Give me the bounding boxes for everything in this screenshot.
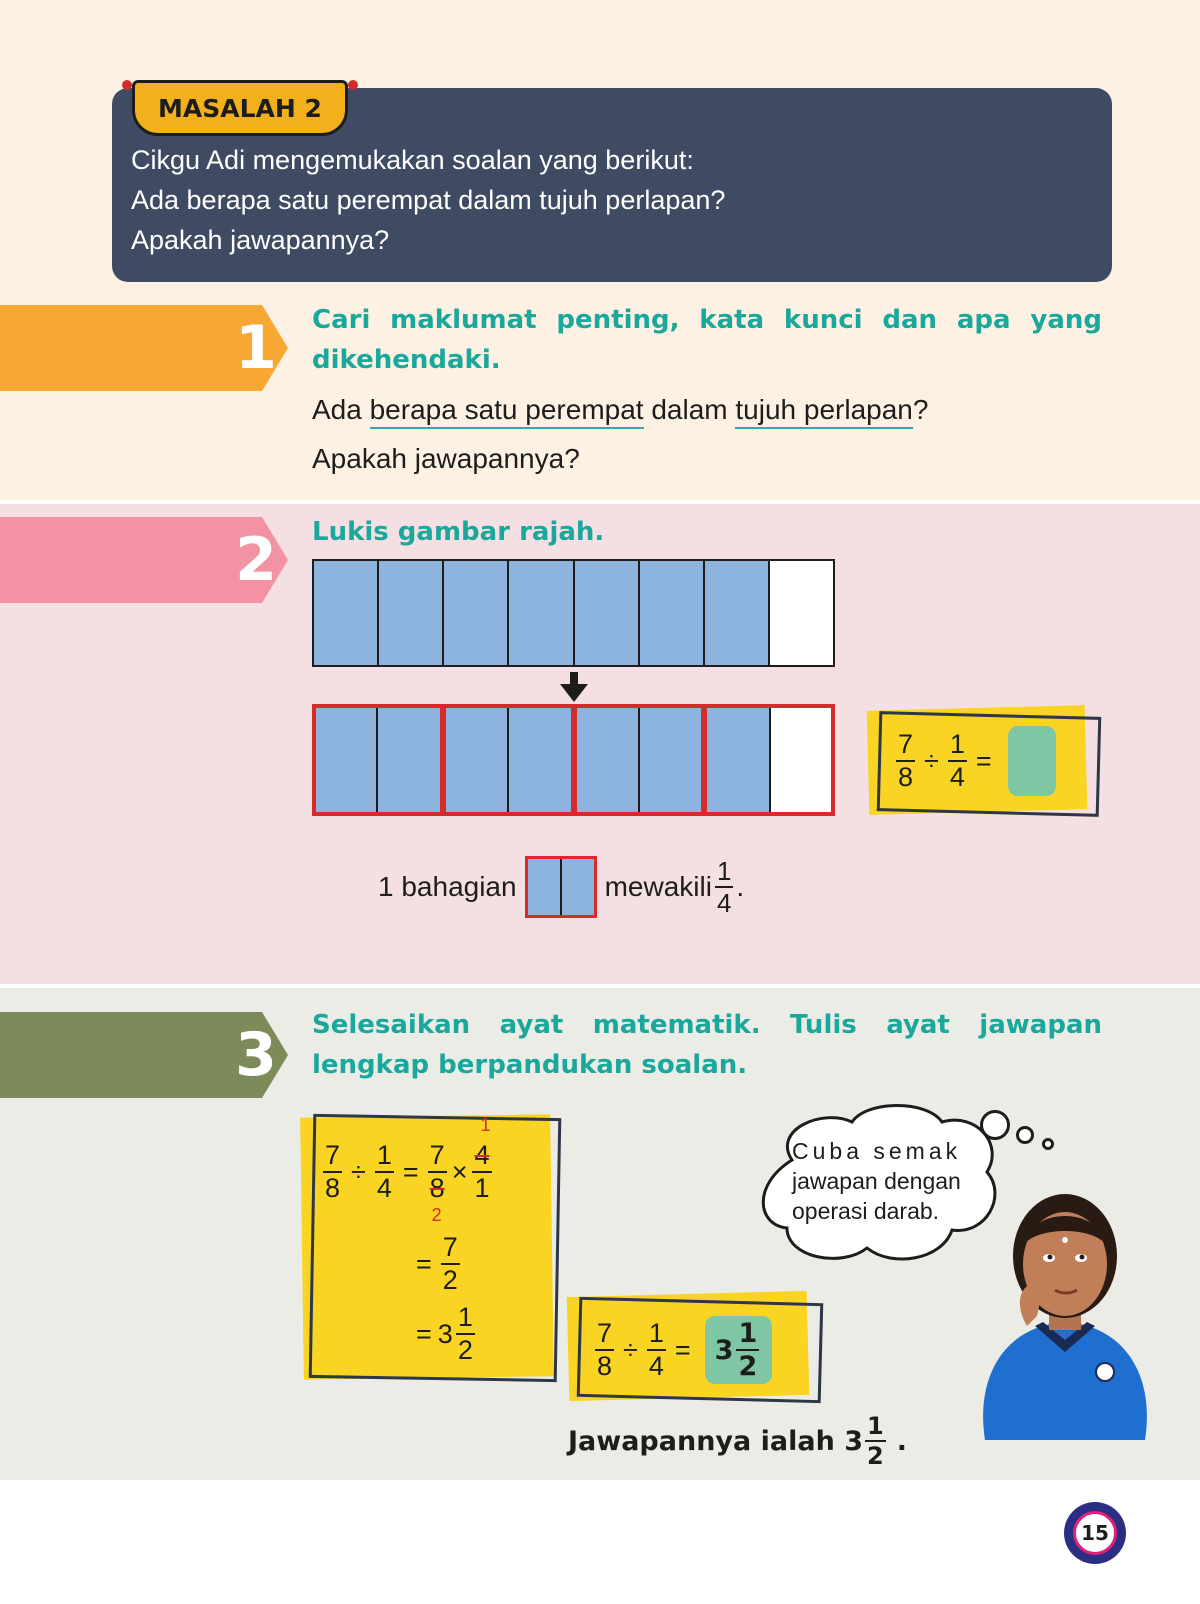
eighths-bar bbox=[312, 559, 835, 667]
answer-sentence bbox=[568, 1414, 907, 1468]
answer-slot bbox=[1008, 726, 1056, 796]
keyword-underline-1: berapa satu perempat bbox=[370, 394, 644, 429]
equals-sign: = bbox=[416, 1318, 432, 1349]
thought-line: Cuba semak bbox=[792, 1138, 962, 1164]
step-2-heading: Lukis gambar rajah. bbox=[312, 517, 605, 547]
legend-prefix: 1 bahagian bbox=[378, 871, 517, 902]
problem-line: Apakah jawapannya? bbox=[131, 225, 390, 255]
bar-cell-shaded bbox=[705, 561, 770, 665]
division-equation bbox=[893, 726, 1056, 796]
bar-cell-shaded bbox=[444, 561, 509, 665]
tab-dot-right bbox=[348, 80, 358, 90]
step-3-banner bbox=[0, 1012, 290, 1098]
step-3-heading: Selesaikan ayat matematik. Tulis ayat jawapan lengkap berpandukan soalan. bbox=[312, 1010, 1102, 1080]
bar-cell-shaded bbox=[379, 561, 444, 665]
tab-dot-left bbox=[122, 80, 132, 90]
bar-cell-shaded bbox=[509, 561, 574, 665]
thought-bubble bbox=[1042, 1138, 1054, 1150]
step-3-number: 3 bbox=[235, 1020, 277, 1090]
quarter-group bbox=[573, 704, 705, 816]
fraction: $\frac{1}{4}$ bbox=[949, 729, 965, 792]
fraction: $\frac{1}{4}$ bbox=[716, 856, 732, 918]
fraction: $\frac{7}{8}$ bbox=[325, 1140, 341, 1203]
thought-text bbox=[792, 1136, 982, 1226]
fraction: $\frac{7}{2}$ bbox=[442, 1232, 458, 1295]
working-line-2 bbox=[410, 1234, 463, 1294]
divide-sign: ÷ bbox=[924, 745, 939, 776]
period: . bbox=[736, 871, 745, 902]
step-2-number: 2 bbox=[235, 525, 277, 595]
thought-line: operasi darab. bbox=[792, 1198, 940, 1224]
legend-line bbox=[378, 856, 744, 918]
question-text: dalam bbox=[643, 394, 736, 425]
fraction: $\frac{1}{2}$ bbox=[867, 1412, 884, 1470]
fraction-cancelled: 1 4 1 bbox=[474, 1115, 491, 1203]
divide-sign: ÷ bbox=[351, 1156, 366, 1187]
whole-number: 3 bbox=[437, 1318, 453, 1349]
bar-cell-empty bbox=[770, 561, 833, 665]
arrow-down-icon bbox=[560, 672, 588, 702]
bar-cell-shaded bbox=[575, 561, 640, 665]
problem-line: Cikgu Adi mengemukakan soalan yang berikut: bbox=[131, 145, 694, 175]
step-1-question bbox=[312, 390, 928, 430]
one-part-swatch bbox=[525, 856, 597, 918]
quarter-group bbox=[442, 704, 574, 816]
problem-tab bbox=[132, 80, 348, 136]
equals-sign: = bbox=[674, 1334, 691, 1365]
multiply-sign: × bbox=[451, 1156, 468, 1187]
problem-line: Ada berapa satu perempat dalam tujuh perlapan? bbox=[131, 185, 726, 215]
cancel-value: 1 bbox=[480, 1115, 491, 1135]
fraction: $\frac{7}{8}$ bbox=[898, 729, 914, 792]
quarter-group bbox=[312, 704, 444, 816]
student-avatar bbox=[975, 1176, 1155, 1440]
working-line-3 bbox=[410, 1304, 478, 1364]
question-text: ? bbox=[912, 394, 929, 425]
result-equation bbox=[592, 1316, 772, 1384]
step-1-number: 1 bbox=[235, 313, 277, 383]
cancel-value: 2 bbox=[431, 1205, 442, 1225]
question-text: Ada bbox=[312, 394, 370, 425]
legend-suffix: mewakili bbox=[604, 871, 712, 902]
answer-box: 3 $\frac{1}{2}$ bbox=[705, 1316, 773, 1384]
problem-tab-label: MASALAH 2 bbox=[158, 94, 322, 123]
bar-cell-shaded bbox=[314, 561, 379, 665]
page-number: 15 bbox=[1073, 1511, 1117, 1555]
fraction-cancelled: 7 8 2 bbox=[429, 1140, 445, 1225]
bar-cell-shaded bbox=[640, 561, 705, 665]
period: . bbox=[896, 1425, 907, 1457]
fraction: $\frac{1}{2}$ bbox=[457, 1302, 473, 1365]
thought-bubble bbox=[1016, 1126, 1034, 1144]
step-1-heading: Cari maklumat penting, kata kunci dan apa yang dikehendaki. bbox=[312, 305, 1102, 375]
step-2-banner bbox=[0, 517, 290, 603]
fraction: $\frac{7}{8}$ bbox=[597, 1318, 613, 1381]
step-1-banner bbox=[0, 305, 290, 391]
quarter-group bbox=[703, 704, 835, 816]
thought-bubble bbox=[980, 1110, 1010, 1140]
equals-sign: = bbox=[975, 745, 992, 776]
fraction: $\frac{1}{4}$ bbox=[648, 1318, 664, 1381]
page-number-badge bbox=[1064, 1502, 1126, 1564]
problem-text bbox=[131, 140, 1091, 260]
keyword-underline-2: tujuh perlapan bbox=[735, 394, 912, 429]
thought-line: jawapan dengan bbox=[792, 1168, 961, 1194]
equals-sign: = bbox=[416, 1248, 432, 1279]
divide-sign: ÷ bbox=[623, 1334, 638, 1365]
answer-text: Jawapannya ialah 3 bbox=[568, 1425, 863, 1457]
step-1-question-2: Apakah jawapannya? bbox=[312, 443, 580, 474]
equals-sign: = bbox=[402, 1156, 419, 1187]
fraction: $\frac{1}{4}$ bbox=[376, 1140, 392, 1203]
working-line-1 bbox=[320, 1115, 495, 1225]
quarters-bar bbox=[312, 704, 835, 816]
